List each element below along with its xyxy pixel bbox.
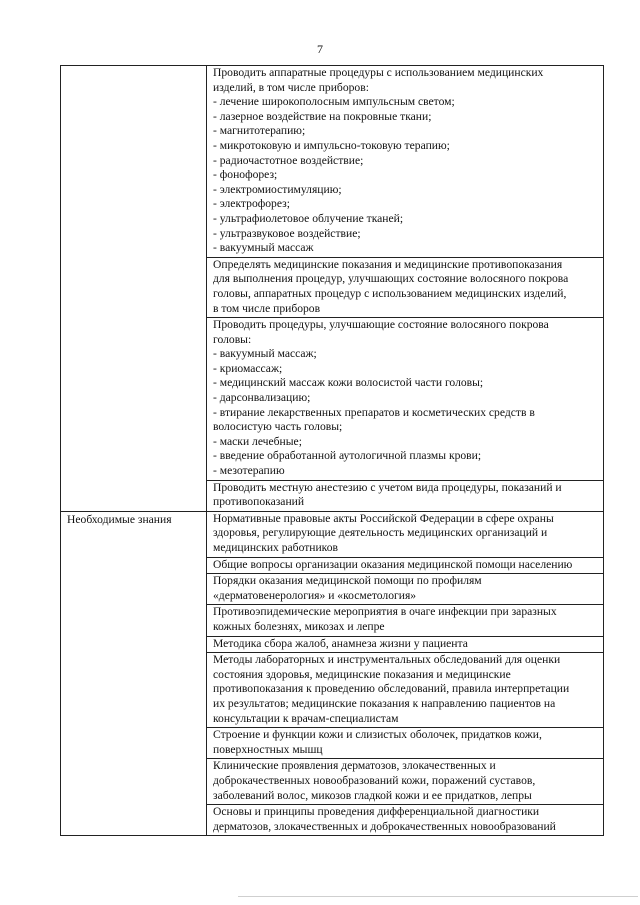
- cell-line: заболеваний волос, микозов гладкой кожи и ее придатков, лепры: [213, 788, 532, 802]
- cell-line: Общие вопросы организации оказания медицинской помощи населению: [213, 557, 573, 571]
- cell-line: - лазерное воздействие на покровные ткани;: [213, 109, 432, 123]
- cell-line: противопоказания к проведению обследований, правила интерпретации: [213, 682, 570, 696]
- cell-line: поверхностных мышц: [213, 742, 323, 756]
- cell-line: Проводить местную анестезию с учетом вида процедуры, показаний и: [213, 480, 562, 494]
- cell-line: кожных болезнях, микозах и лепре: [213, 619, 385, 633]
- table-cell: [207, 257, 604, 317]
- table-cell: [207, 653, 604, 728]
- cell-line: их результатов; медицинские показания к направлению пациентов на: [213, 696, 556, 710]
- section-label: Необходимые знания: [67, 512, 172, 526]
- cell-line: головы, аппаратных процедур с использованием медицинских изделий,: [213, 286, 567, 300]
- cell-line: волосистую часть головы;: [213, 420, 343, 434]
- cell-line: «дерматовенерология» и «косметология»: [213, 588, 417, 602]
- cell-line: дерматозов, злокачественных и доброкачественных новообразований: [213, 819, 556, 833]
- cell-line: головы:: [213, 332, 252, 346]
- cell-line: - дарсонвализацию;: [213, 391, 311, 405]
- cell-line: - электромиостимуляцию;: [213, 182, 342, 196]
- cell-line: Клинические проявления дерматозов, злокачественных и: [213, 759, 496, 773]
- cell-line: - радиочастотное воздействие;: [213, 153, 364, 167]
- cell-line: - лечение широкополосным импульсным светом;: [213, 95, 455, 109]
- table-row: [61, 511, 604, 557]
- page-number: 7: [317, 42, 323, 56]
- requirements-table: [60, 65, 604, 836]
- table-cell: [207, 480, 604, 511]
- cell-line: - вакуумный массаж: [213, 241, 314, 255]
- cell-line: - магнитотерапию;: [213, 124, 306, 138]
- cell-line: - медицинский массаж кожи волосистой части головы;: [213, 376, 484, 390]
- cell-line: Методы лабораторных и инструментальных обследований для оценки: [213, 653, 561, 667]
- cell-line: - криомассаж;: [213, 361, 283, 375]
- cell-line: Строение и функции кожи и слизистых оболочек, придатков кожи,: [213, 728, 542, 742]
- cell-line: - мезотерапию: [213, 464, 285, 478]
- cell-line: Проводить аппаратные процедуры с использованием медицинских: [213, 66, 544, 79]
- table-cell: [207, 574, 604, 605]
- cell-line: Определять медицинские показания и медицинские противопоказания: [213, 257, 563, 271]
- cell-line: - ультрафиолетовое облучение тканей;: [213, 211, 404, 225]
- cell-line: - микротоковую и импульсно-токовую терапию;: [213, 138, 450, 152]
- cell-line: для выполнения процедур, улучшающих состояние волосяного покрова: [213, 272, 569, 286]
- cell-line: - электрофорез;: [213, 197, 290, 211]
- cell-line: - маски лечебные;: [213, 434, 302, 448]
- cell-line: Методика сбора жалоб, анамнеза жизни у пациента: [213, 636, 468, 650]
- table-cell: [207, 636, 604, 653]
- table-cell: [207, 66, 604, 258]
- section-label-cell: [61, 66, 207, 512]
- table-cell: [207, 805, 604, 836]
- scan-edge-line: [238, 896, 638, 897]
- table-cell: [207, 318, 604, 481]
- cell-line: Основы и принципы проведения дифференциальной диагностики: [213, 805, 540, 819]
- cell-line: Проводить процедуры, улучшающие состояние волосяного покрова: [213, 318, 549, 332]
- table-row: [61, 66, 604, 258]
- cell-line: - вакуумный массаж;: [213, 347, 317, 361]
- cell-line: - втирание лекарственных препаратов и косметических средств в: [213, 405, 535, 419]
- table-cell: [207, 605, 604, 636]
- cell-line: здоровья, регулирующие деятельность медицинских организаций и: [213, 526, 548, 540]
- table-cell: [207, 759, 604, 805]
- cell-line: Нормативные правовые акты Российской Федерации в сфере охраны: [213, 511, 554, 525]
- cell-line: изделий, в том числе приборов:: [213, 80, 369, 94]
- section-label-cell: [61, 511, 207, 835]
- cell-line: доброкачественных новообразований кожи, поражений суставов,: [213, 773, 536, 787]
- table-cell: [207, 557, 604, 574]
- cell-line: медицинских работников: [213, 541, 339, 554]
- cell-line: состояния здоровья, медицинские показания и медицинские: [213, 667, 511, 681]
- cell-line: - фонофорез;: [213, 168, 278, 182]
- cell-line: Порядки оказания медицинской помощи по профилям: [213, 574, 482, 588]
- cell-line: противопоказаний: [213, 495, 305, 509]
- cell-line: Противоэпидемические мероприятия в очаге инфекции при заразных: [213, 605, 557, 619]
- cell-line: консультации к врачам-специалистам: [213, 711, 399, 725]
- cell-line: - введение обработанной аутологичной плазмы крови;: [213, 449, 482, 463]
- cell-line: - ультразвуковое воздействие;: [213, 226, 361, 240]
- table-cell: [207, 728, 604, 759]
- table-cell: [207, 511, 604, 557]
- cell-line: в том числе приборов: [213, 301, 321, 315]
